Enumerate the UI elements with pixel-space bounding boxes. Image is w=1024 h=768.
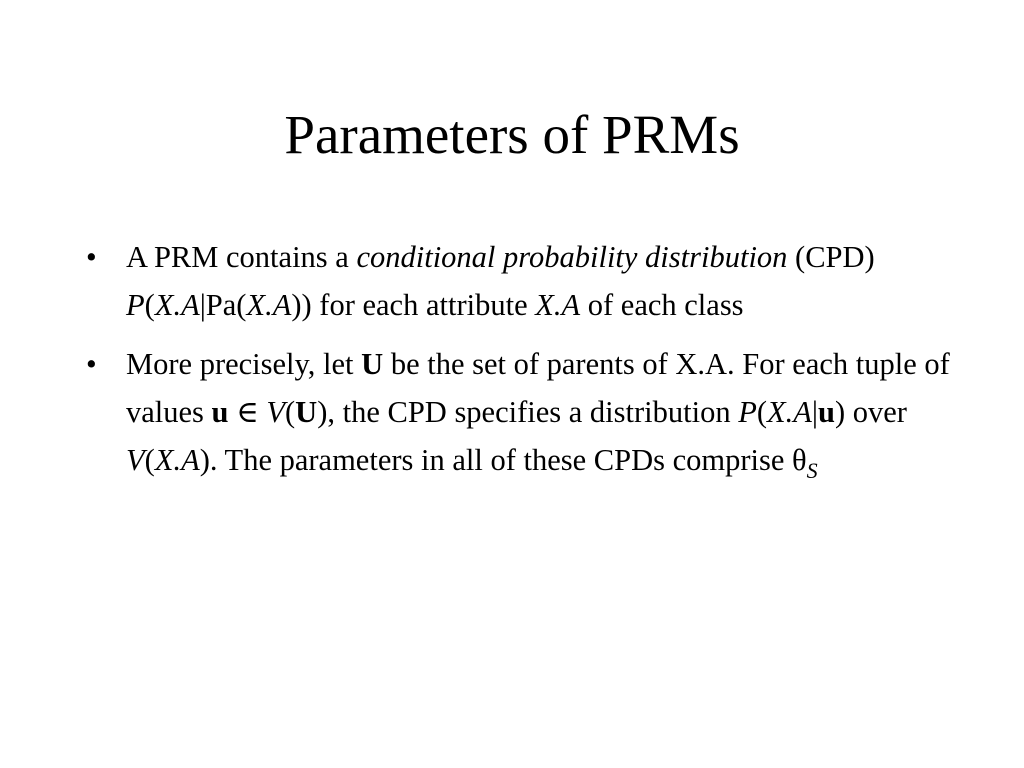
bullet-list [80,233,950,484]
text-run: V [266,395,285,429]
text-run: X.A [154,443,200,477]
text-run: ). The parameters in all of these CPDs comprise θ [199,443,807,477]
text-run: ( [144,288,155,322]
text-run: More precisely, let [126,347,362,381]
text-run: | [811,395,819,429]
bullet-text-1 [126,240,875,322]
text-run: u [818,395,835,429]
text-run: X.A [246,288,292,322]
text-run: X.A [767,395,812,429]
text-run: X.A [535,288,581,322]
text-run: (CPD) [787,240,875,274]
text-run: S [806,458,818,483]
text-run: )) for each attribute [291,288,536,322]
text-run: u [211,395,229,429]
text-run: ) over [834,395,907,429]
text-run: |Pa( [199,288,247,322]
bullet-marker: • [86,347,97,381]
slide-title: Parameters of PRMs [284,104,740,165]
bullet-marker: • [86,240,97,274]
text-run: conditional probability distribution [356,240,788,274]
bullet-item-2 [80,340,950,484]
text-run: U [361,347,384,381]
text-run: be the set of parents of X.A. For each tuple of values [126,347,950,429]
bullet-text-2 [126,347,950,483]
text-run: ( [284,395,296,429]
text-run: X.A [154,288,200,322]
text-run: ), the CPD specifies a distribution [317,395,739,429]
text-run: of each class [580,288,744,322]
text-run: ∈ [228,395,267,429]
text-run: A PRM contains a [126,240,357,274]
text-run: V [126,443,145,477]
text-run: ( [144,443,155,477]
bullet-item-1 [80,233,950,329]
text-run: P [738,395,757,429]
text-run: ( [756,395,768,429]
text-run: P [126,288,145,322]
text-run: U [295,395,318,429]
